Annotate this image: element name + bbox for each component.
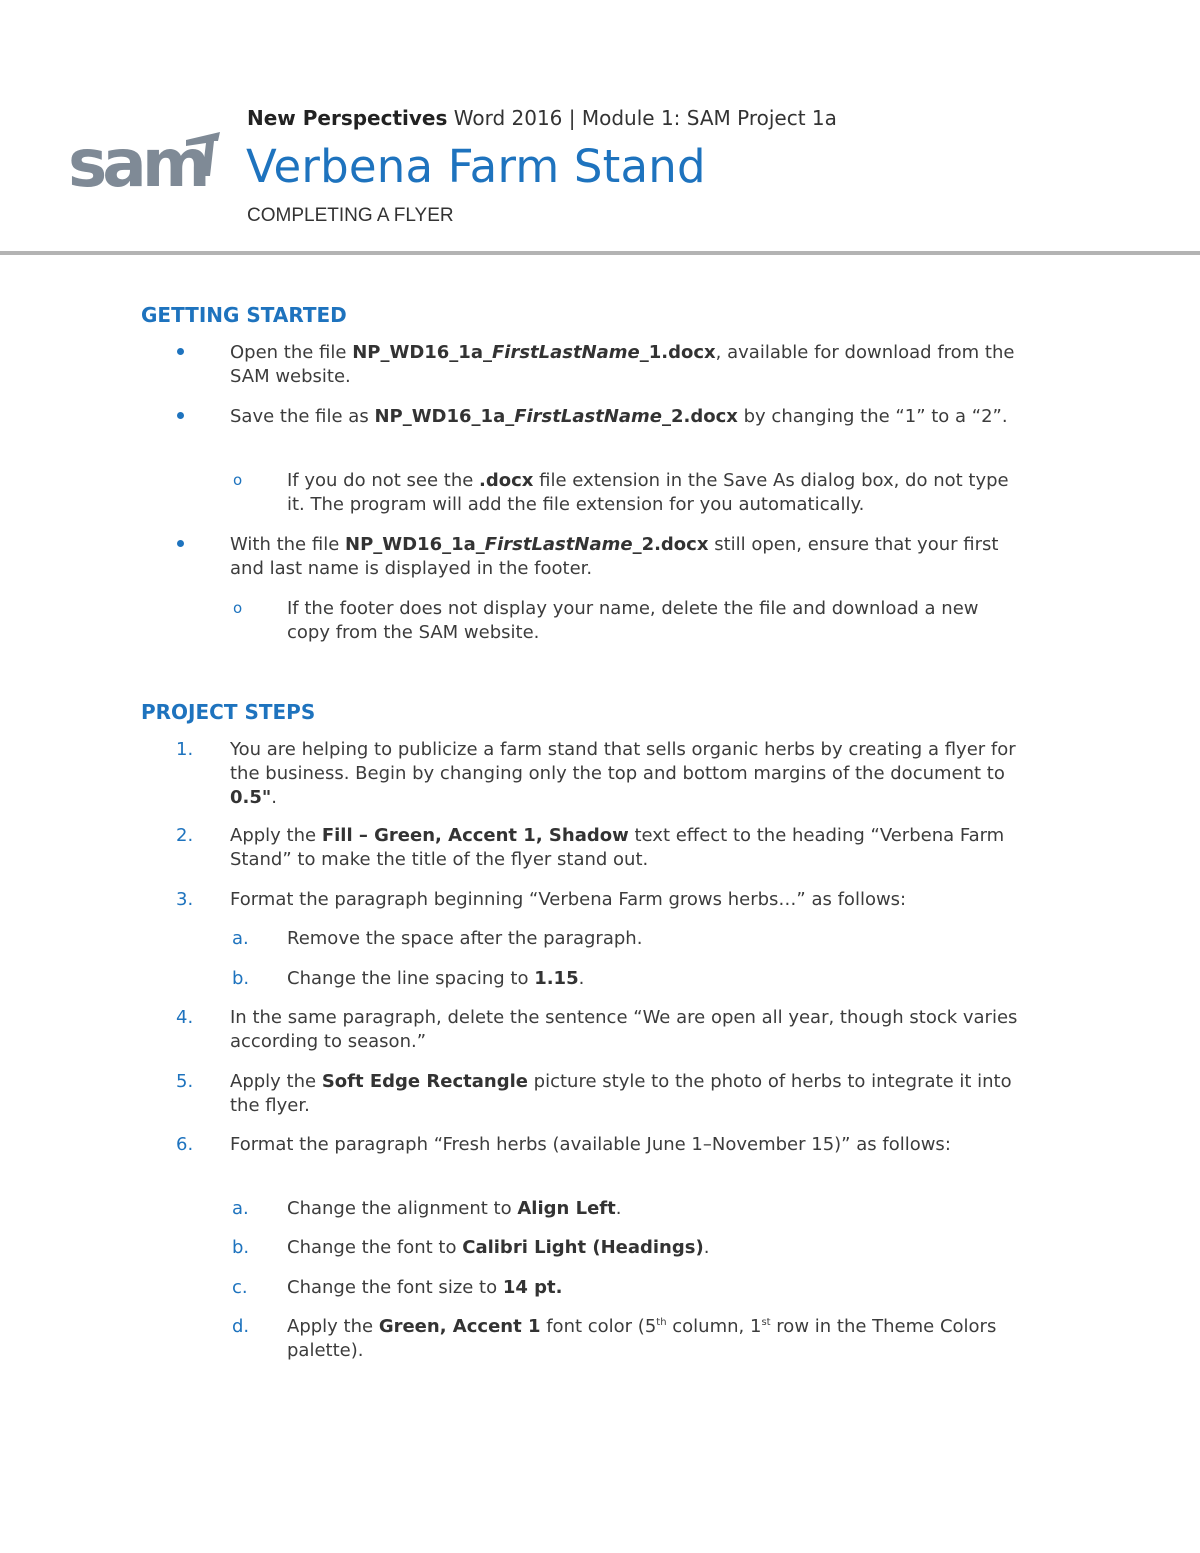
step-number: 2. <box>176 825 194 846</box>
project-step-4: In the same paragraph, delete the sentence “We are open all year, though stock varies according to season.” <box>230 1007 1018 1052</box>
project-step-6b: Change the font to Calibri Light (Headings). <box>287 1237 710 1258</box>
project-step-6c: Change the font size to 14 pt. <box>287 1277 563 1298</box>
step-number: 4. <box>176 1007 194 1028</box>
step-number: 5. <box>176 1071 194 1092</box>
substep-letter: b. <box>232 1237 250 1258</box>
bullet-icon <box>177 348 184 355</box>
step-number: 3. <box>176 889 194 910</box>
sub-bullet-icon: o <box>233 471 243 489</box>
getting-started-heading: GETTING STARTED <box>141 303 347 327</box>
project-step-5: Apply the Soft Edge Rectangle picture style to the photo of herbs to integrate it into the flyer. <box>230 1071 1012 1116</box>
project-step-6a: Change the alignment to Align Left. <box>287 1198 622 1219</box>
sub-bullet-icon: o <box>233 599 243 617</box>
document-header <box>0 0 1200 256</box>
page-title: Verbena Farm Stand <box>246 140 706 193</box>
substep-letter: a. <box>232 1198 249 1219</box>
bullet-icon <box>177 540 184 547</box>
getting-started-subitem-2: If you do not see the .docx file extension in the Save As dialog box, do not type it. The program will add the file extension for you automatically. <box>287 470 1009 515</box>
substep-letter: c. <box>232 1277 248 1298</box>
substep-letter: b. <box>232 968 250 989</box>
svg-text:sam: sam <box>68 128 206 194</box>
project-step-2: Apply the Fill – Green, Accent 1, Shadow text effect to the heading “Verbena Farm Stand” to make the title of the flyer stand out. <box>230 825 1005 870</box>
bullet-icon <box>177 412 184 419</box>
header-divider <box>0 251 1200 255</box>
project-steps-heading: PROJECT STEPS <box>141 700 316 724</box>
project-step-3a: Remove the space after the paragraph. <box>287 928 643 949</box>
project-step-6d: Apply the Green, Accent 1 font color (5th column, 1st row in the Theme Colors palette). <box>287 1316 997 1361</box>
project-step-3: Format the paragraph beginning “Verbena Farm grows herbs…” as follows: <box>230 889 907 910</box>
series-subtitle: New Perspectives Word 2016 | Module 1: SAM Project 1a <box>247 106 837 130</box>
step-number: 1. <box>176 739 194 760</box>
sam-logo <box>68 128 228 194</box>
substep-letter: a. <box>232 928 249 949</box>
substep-letter: d. <box>232 1316 250 1337</box>
document-kicker: COMPLETING A FLYER <box>247 205 454 226</box>
project-step-3b: Change the line spacing to 1.15. <box>287 968 585 989</box>
project-step-1: You are helping to publicize a farm stand that sells organic herbs by creating a flyer for the business. Begin by changing only the top and bottom margins of the document to 0.5". <box>230 739 1016 808</box>
step-number: 6. <box>176 1134 194 1155</box>
getting-started-item-2: Save the file as NP_WD16_1a_FirstLastName_2.docx by changing the “1” to a “2”. <box>230 406 1008 427</box>
project-step-6: Format the paragraph “Fresh herbs (available June 1–November 15)” as follows: <box>230 1134 951 1155</box>
getting-started-item-3: With the file NP_WD16_1a_FirstLastName_2.docx still open, ensure that your first and last name is displayed in the footer. <box>230 534 999 579</box>
getting-started-item-1: Open the file NP_WD16_1a_FirstLastName_1.docx, available for download from the SAM website. <box>230 342 1015 387</box>
getting-started-subitem-3: If the footer does not display your name, delete the file and download a new copy from the SAM website. <box>287 598 979 643</box>
